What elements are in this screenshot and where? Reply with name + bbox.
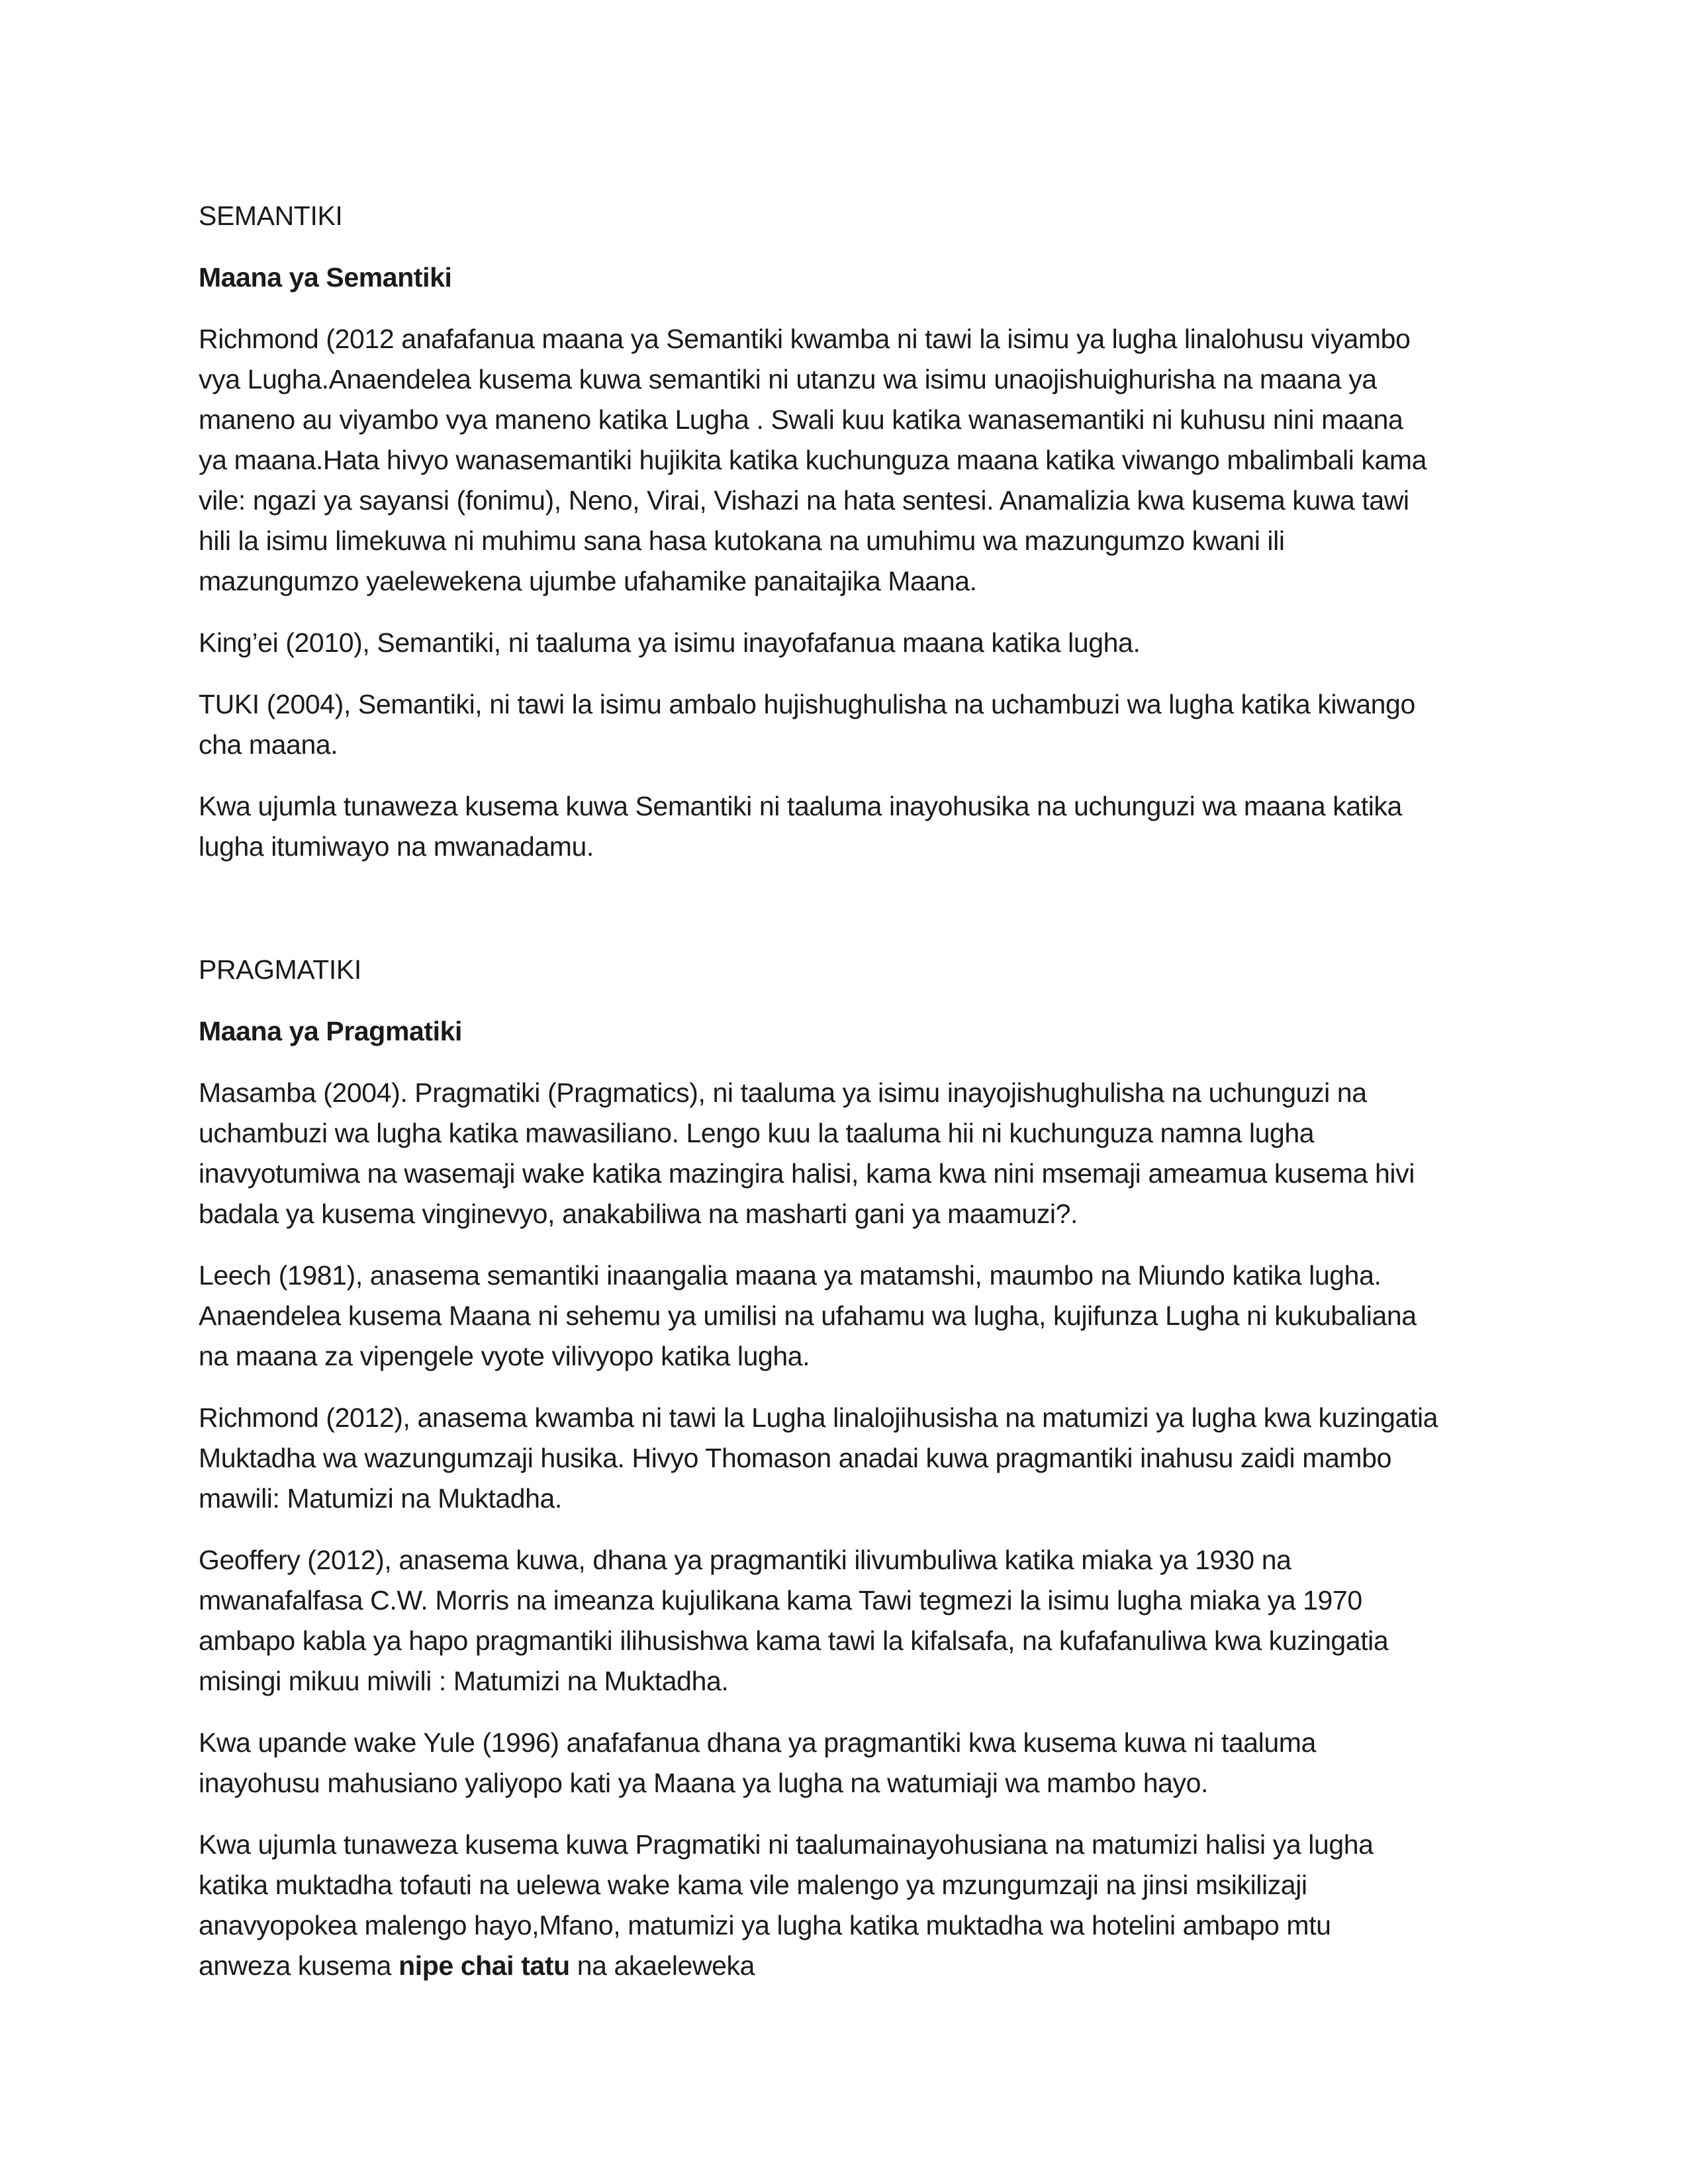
paragraph-kingei: King’ei (2010), Semantiki, ni taaluma ya isimu inayofafanua maana katika lugha. xyxy=(199,627,1141,658)
paragraph-pragmatiki-summary xyxy=(199,1825,1496,1986)
paragraph-tuki: TUKI (2004), Semantiki, ni tawi la isimu ambalo hujishughulisha na uchambuzi wa lugha katika kiwango cha maana. xyxy=(199,689,1415,760)
paragraph-geoffery: Geoffery (2012), anasema kuwa, dhana ya pragmantiki ilivumbuliwa katika miaka ya 1930 na mwanafalfasa C.W. Morris na imeanza kujulikana kama Tawi tegmezi la isimu lugha miaka ya 1970 ambapo kabla ya hapo pragmantiki ilihusishwa kama tawi la kifalsafa, na kufafanuliwa kwa kuzingatia misingi mikuu miwili : Matumizi na Muktadha. xyxy=(199,1545,1389,1696)
paragraph-leech: Leech (1981), anasema semantiki inaangalia maana ya matamshi, maumbo na Miundo katika lugha. Anaendelea kusema Maana ni sehemu ya umilisi na ufahamu wa lugha, kujifunza Lugha ni kukubaliana na maana za vipengele vyote vilivyopo katika lugha. xyxy=(199,1260,1417,1371)
document-page xyxy=(199,196,1496,2007)
paragraph-richmond-pragmatiki: Richmond (2012), anasema kwamba ni tawi la Lugha linalojihusisha na matumizi ya lugha kwa kuzingatia Muktadha wa wazungumzaji husika. Hivyo Thomason anadai kuwa pragmantiki inahusu zaidi mambo mawili: Matumizi na Muktadha. xyxy=(199,1402,1438,1514)
section-title-pragmatiki: PRAGMATIKI xyxy=(199,954,361,985)
section-title-semantiki: SEMANTIKI xyxy=(199,201,343,231)
summary-bold-example: nipe chai tatu xyxy=(399,1950,570,1981)
paragraph-yule: Kwa upande wake Yule (1996) anafafanua dhana ya pragmantiki kwa kusema kuwa ni taaluma inayohusu mahusiano yaliyopo kati ya Maana ya lugha na watumiaji wa mambo hayo. xyxy=(199,1727,1316,1798)
paragraph-masamba: Masamba (2004). Pragmatiki (Pragmatics), ni taaluma ya isimu inayojishughulisha na uchunguzi na uchambuzi wa lugha katika mawasiliano. Lengo kuu la taaluma hii ni kuchunguza namna lugha inavyotumiwa na wasemaji wake katika mazingira halisi, kama kwa nini msemaji ameamua kusema hivi badala ya kusema vinginevyo, anakabiliwa na masharti gani ya maamuzi?. xyxy=(199,1077,1415,1229)
paragraph-semantiki-summary: Kwa ujumla tunaweza kusema kuwa Semantiki ni taaluma inayohusika na uchunguzi wa maana katika lugha itumiwayo na mwanadamu. xyxy=(199,791,1402,862)
heading-maana-ya-pragmatiki: Maana ya Pragmatiki xyxy=(199,1016,463,1046)
summary-text-after: na akaeleweka xyxy=(569,1950,755,1981)
summary-text-before: Kwa ujumla tunaweza kusema kuwa Pragmatiki ni taalumainayohusiana na matumizi halisi ya lugha katika muktadha tofauti na uelewa wake kama vile malengo ya mzungumzaji na jinsi msikilizaji anavyopokea malengo hayo,Mfano, matumizi ya lugha katika muktadha wa hotelini ambapo mtu anweza kusema xyxy=(199,1829,1374,1981)
section-spacer xyxy=(199,888,1496,950)
paragraph-richmond-semantiki: Richmond (2012 anafafanua maana ya Semantiki kwamba ni tawi la isimu ya lugha linalohusu viyambo vya Lugha.Anaendelea kusema kuwa semantiki ni utanzu wa isimu unaojishuighurisha na maana ya maneno au viyambo vya maneno katika Lugha . Swali kuu katika wanasemantiki ni kuhusu nini maana ya maana.Hata hivyo wanasemantiki hujikita katika kuchunguza maana katika viwango mbalimbali kama vile: ngazi ya sayansi (fonimu), Neno, Virai, Vishazi na hata sentesi. Anamalizia kwa kusema kuwa tawi hili la isimu limekuwa ni muhimu sana hasa kutokana na umuhimu wa mazungumzo kwani ili mazungumzo yaelewekena ujumbe ufahamike panaitajika Maana. xyxy=(199,324,1427,596)
heading-maana-ya-semantiki: Maana ya Semantiki xyxy=(199,262,452,293)
